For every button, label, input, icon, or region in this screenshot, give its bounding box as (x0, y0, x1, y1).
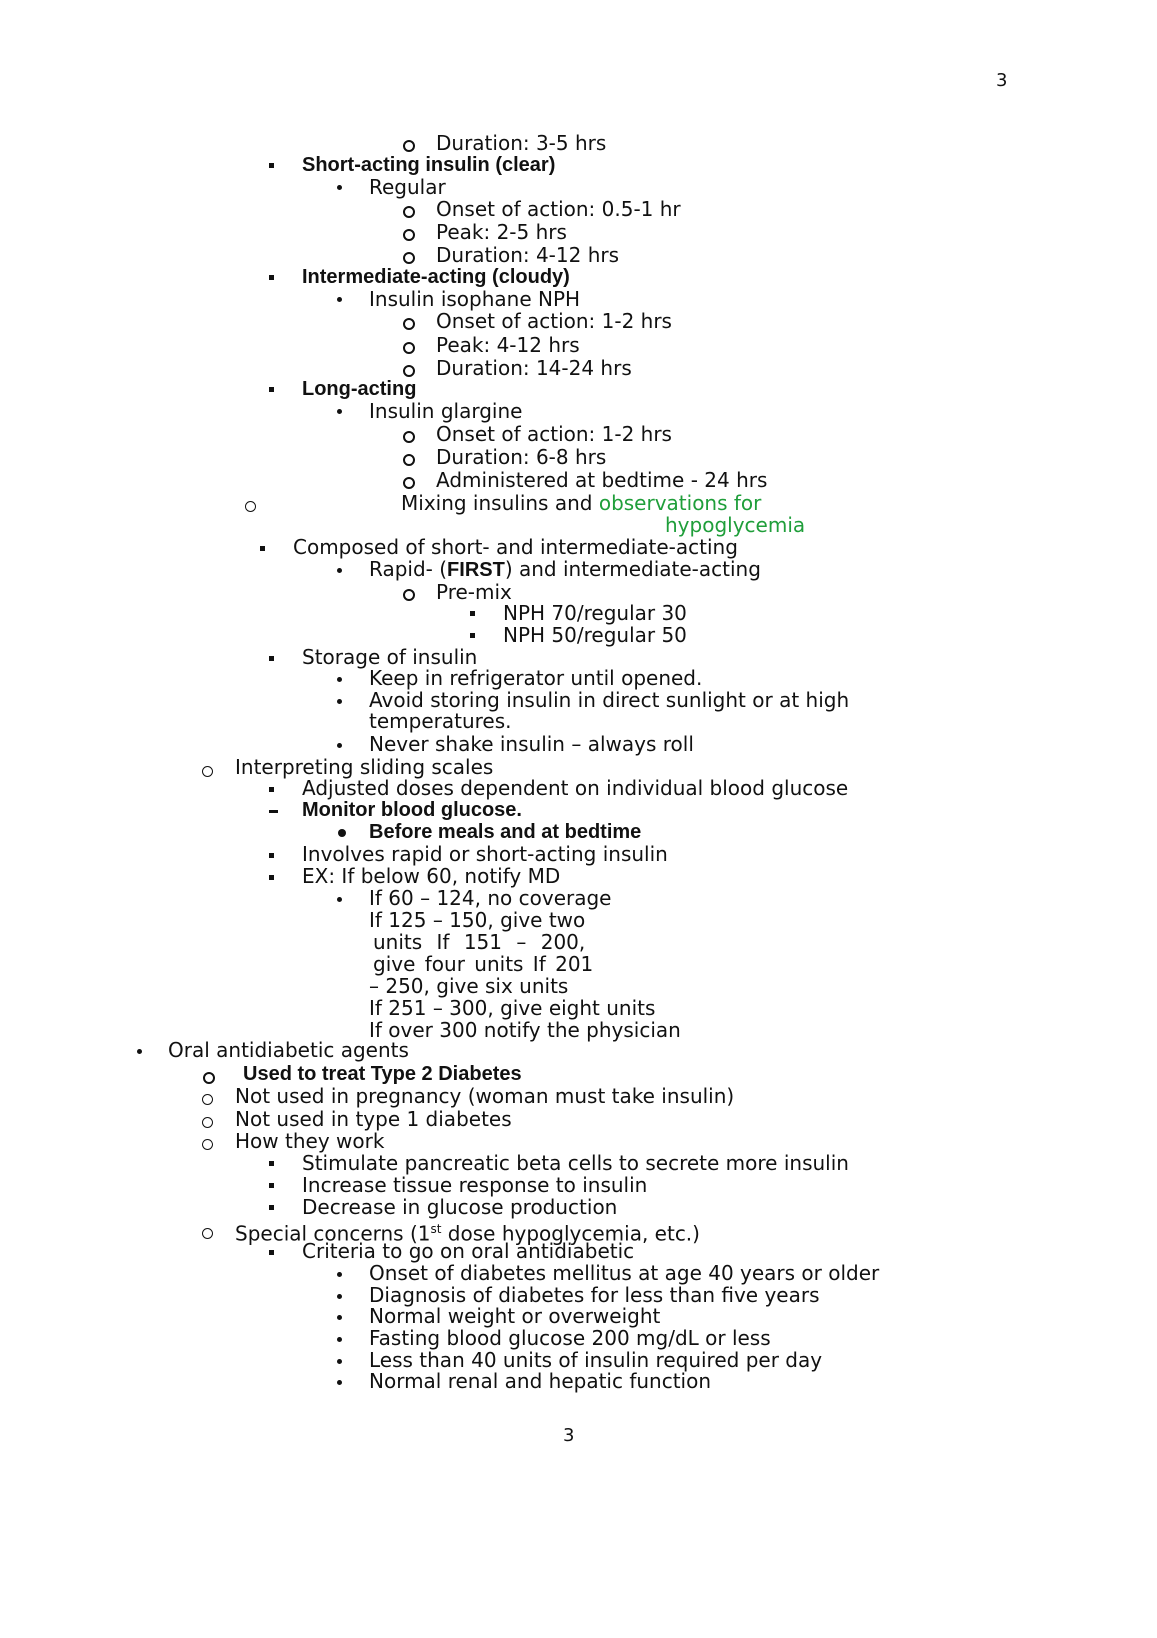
list-item: Duration: 3-5 hrs (436, 131, 607, 155)
square-bullet-icon (260, 546, 265, 551)
highlight-text: hypoglycemia (665, 513, 806, 537)
square-bullet-icon (470, 611, 475, 616)
circle-bullet-icon (403, 342, 415, 354)
dot-bullet-icon (337, 1380, 342, 1385)
list-item: Insulin glargine (369, 399, 523, 423)
list-item: Fasting blood glucose 200 mg/dL or less (369, 1326, 771, 1350)
list-item-continuation: give four units If 201 (373, 952, 594, 976)
dot-bullet-icon (337, 1272, 342, 1277)
circle-bullet-icon (403, 318, 415, 330)
list-item: Not used in type 1 diabetes (235, 1107, 512, 1131)
list-item: Duration: 14-24 hrs (436, 356, 632, 380)
list-item: Less than 40 units of insulin required per day (369, 1348, 823, 1372)
dot-bullet-icon (338, 829, 346, 837)
list-item: Storage of insulin (302, 645, 478, 669)
section-heading: Long-acting (302, 378, 417, 400)
circle-bullet-icon (202, 1228, 213, 1239)
list-item: Onset of action: 1-2 hrs (436, 309, 672, 333)
list-item: Normal renal and hepatic function (369, 1369, 712, 1393)
list-item: Avoid storing insulin in direct sunlight or at high (369, 688, 850, 712)
list-item: Never shake insulin – always roll (369, 732, 694, 756)
list-item: NPH 70/regular 30 (503, 601, 687, 625)
circle-bullet-icon (202, 1139, 213, 1150)
dot-bullet-icon (337, 1294, 342, 1299)
list-item: EX: If below 60, notify MD (302, 864, 561, 888)
section-heading: Short-acting insulin (clear) (302, 154, 556, 176)
list-item: NPH 50/regular 50 (503, 623, 687, 647)
dot-bullet-icon (337, 185, 342, 190)
dot-bullet-icon (337, 897, 342, 902)
circle-bullet-icon (403, 252, 415, 264)
list-item: Decrease in glucose production (302, 1195, 618, 1219)
highlight-text: observations for (598, 491, 762, 515)
emphasis-text: Before meals and at bedtime (369, 821, 642, 843)
dot-bullet-icon (337, 297, 342, 302)
emphasis-text: Monitor blood glucose. (302, 799, 522, 821)
circle-bullet-icon (203, 1072, 215, 1084)
list-item-continuation: If over 300 notify the physician (369, 1018, 681, 1042)
circle-bullet-icon (403, 206, 415, 218)
list-item: Composed of short- and intermediate-acting (293, 535, 738, 559)
square-bullet-icon (269, 853, 274, 858)
square-bullet-icon (269, 1250, 274, 1255)
square-bullet-icon (470, 633, 475, 638)
dot-bullet-icon (137, 1049, 142, 1054)
text-run: Special concerns (1 (235, 1221, 431, 1246)
list-item: Diagnosis of diabetes for less than five years (369, 1283, 820, 1307)
list-item: Peak: 4-12 hrs (436, 333, 580, 357)
dot-bullet-icon (337, 677, 342, 682)
list-item (401, 492, 761, 515)
dot-bullet-icon (337, 1337, 342, 1342)
list-item: Duration: 6-8 hrs (436, 445, 607, 469)
list-item-continuation: If 125 – 150, give two (369, 908, 586, 932)
circle-bullet-icon (403, 229, 415, 241)
text-run: Mixing insulins and (401, 491, 593, 515)
circle-bullet-icon (403, 365, 415, 377)
square-bullet-icon (269, 163, 274, 168)
circle-bullet-icon (202, 1117, 213, 1128)
square-bullet-icon (269, 1161, 274, 1166)
emphasis-text: FIRST (447, 559, 505, 581)
list-item: Involves rapid or short-acting insulin (302, 842, 668, 866)
list-item-continuation: units If 151 – 200, (373, 930, 586, 954)
square-bullet-icon (269, 275, 274, 280)
circle-bullet-icon (403, 431, 415, 443)
circle-bullet-icon (403, 589, 415, 601)
list-item: Stimulate pancreatic beta cells to secrete more insulin (302, 1151, 849, 1175)
list-item: Administered at bedtime - 24 hrs (436, 468, 768, 492)
superscript: st (430, 1222, 442, 1236)
list-item-continuation: If 251 – 300, give eight units (369, 996, 656, 1020)
square-bullet-icon (269, 1183, 274, 1188)
section-heading: Intermediate-acting (cloudy) (302, 266, 570, 288)
circle-bullet-icon (202, 766, 213, 777)
square-bullet-icon (269, 1205, 274, 1210)
circle-bullet-icon (245, 501, 256, 512)
dash-bullet-icon (269, 810, 278, 813)
list-item: Insulin isophane NPH (369, 287, 581, 311)
list-item: Peak: 2-5 hrs (436, 220, 567, 244)
circle-bullet-icon (403, 477, 415, 489)
square-bullet-icon (269, 387, 274, 392)
list-item: Onset of action: 0.5-1 hr (436, 197, 681, 221)
list-item: Adjusted doses dependent on individual blood glucose (302, 776, 849, 800)
list-item: Duration: 4-12 hrs (436, 243, 620, 267)
list-item: Normal weight or overweight (369, 1304, 661, 1328)
dot-bullet-icon (337, 743, 342, 748)
text-run: dose hypoglycemia, etc.) (441, 1221, 700, 1246)
list-item-continuation: – 250, give six units (369, 974, 569, 998)
dot-bullet-icon (337, 1359, 342, 1364)
square-bullet-icon (269, 787, 274, 792)
dot-bullet-icon (337, 568, 342, 573)
list-item: How they work (235, 1129, 385, 1153)
list-item: Onset of diabetes mellitus at age 40 years or older (369, 1261, 880, 1285)
list-item: If 60 – 124, no coverage (369, 886, 612, 910)
list-item: Keep in refrigerator until opened. (369, 666, 703, 690)
dot-bullet-icon (337, 1315, 342, 1320)
page-number-top: 3 (996, 70, 1008, 91)
list-item: Onset of action: 1-2 hrs (436, 422, 672, 446)
text-run: ) and intermediate-acting (504, 557, 761, 581)
list-item: Not used in pregnancy (woman must take insulin) (235, 1084, 735, 1108)
text-run: Rapid- ( (369, 557, 448, 581)
dot-bullet-icon (337, 699, 342, 704)
list-item: Pre-mix (436, 580, 512, 604)
square-bullet-icon (269, 875, 274, 880)
list-item: Oral antidiabetic agents (168, 1038, 409, 1062)
dot-bullet-icon (337, 409, 342, 414)
emphasis-text: Used to treat Type 2 Diabetes (243, 1063, 522, 1085)
list-item (369, 558, 761, 582)
list-item-continuation: temperatures. (369, 709, 512, 733)
circle-bullet-icon (202, 1094, 213, 1105)
circle-bullet-icon (403, 454, 415, 466)
list-item: Criteria to go on oral antidiabetic (302, 1239, 635, 1263)
list-item: Increase tissue response to insulin (302, 1173, 648, 1197)
square-bullet-icon (269, 656, 274, 661)
list-item: Regular (369, 175, 446, 199)
list-item: Interpreting sliding scales (235, 755, 494, 779)
page-number-bottom: 3 (563, 1425, 575, 1446)
circle-bullet-icon (403, 140, 415, 152)
